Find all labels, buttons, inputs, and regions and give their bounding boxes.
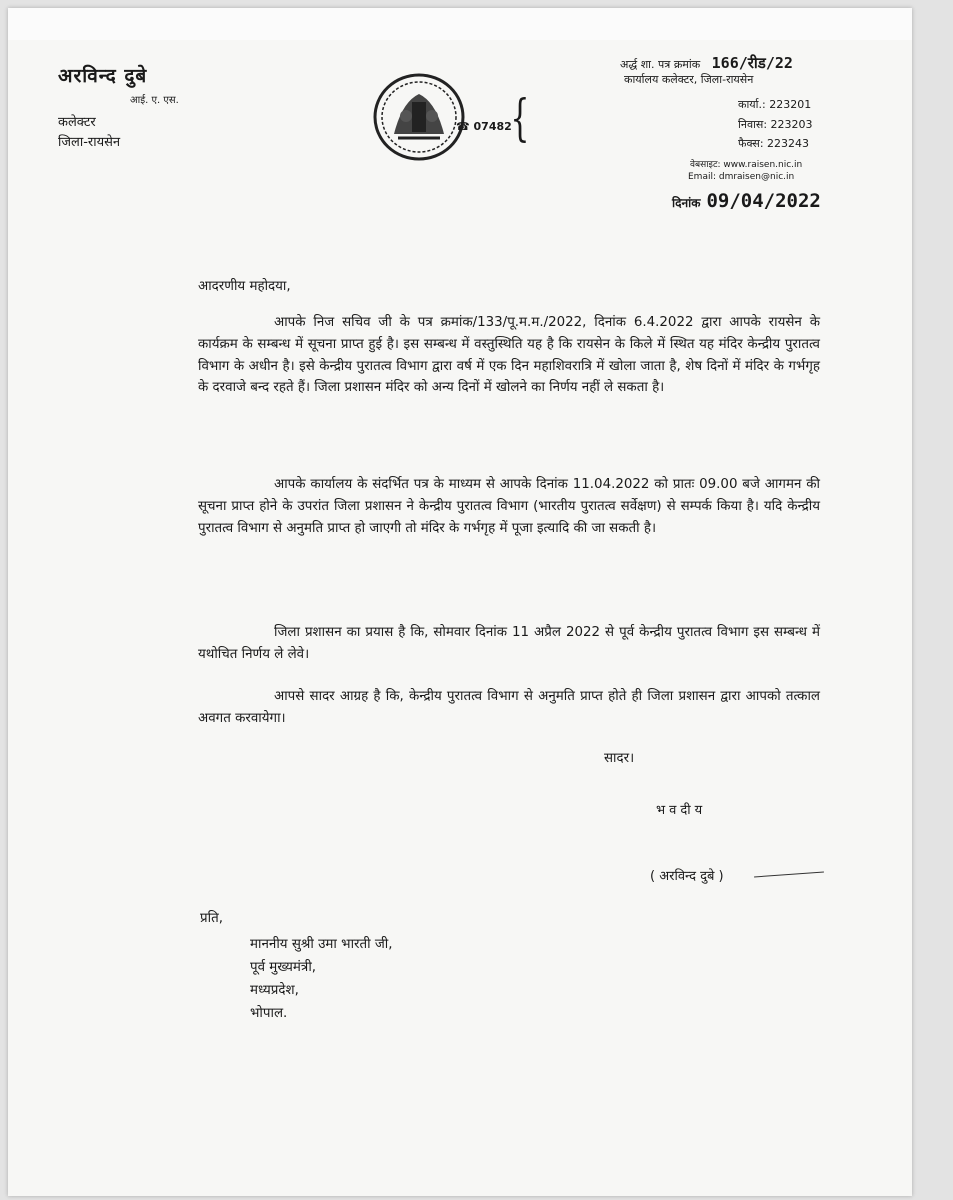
paragraph-3: जिला प्रशासन का प्रयास है कि, सोमवार दिनांक 11 अप्रैल 2022 से पूर्व केन्द्रीय पुरातत्व विभाग इस सम्बन्ध में यथोचित निर्णय ले लेवे। — [198, 625, 820, 662]
sender-qualification: आई. ए. एस. — [130, 95, 179, 106]
phone-residence: निवास: 223203 — [738, 118, 813, 131]
state-emblem-icon — [372, 72, 467, 162]
email: Email: dmraisen@nic.in — [688, 172, 795, 182]
salutation: आदरणीय महोदया, — [198, 279, 291, 294]
paragraph-2: आपके कार्यालय के संदर्भित पत्र के माध्यम से आपके दिनांक 11.04.2022 को प्रातः 09.00 बजे आगमन की सूचना प्राप्त होने के उपरांत जिला प्रशासन ने केन्द्रीय पुरातत्व विभाग (भारतीय पुरातत्व सर्वेक्षण) से सम्पर्क किया है। यदि केन्द्रीय पुरातत्व विभाग से अनुमति प्राप्त हो जाएगी तो मंदिर के गर्भगृह में पूजा इत्यादि की जा सकती है। — [198, 477, 820, 536]
recipient-line-1: माननीय सुश्री उमा भारती जी, — [250, 937, 393, 952]
letter-paper — [8, 8, 912, 1196]
sender-district: जिला-रायसेन — [58, 135, 121, 150]
phone-fax: फैक्स: 223243 — [738, 137, 810, 150]
recipient-line-4: भोपाल. — [250, 1006, 288, 1021]
website: वेबसाइट: www.raisen.nic.in — [690, 160, 803, 170]
date-value: 09/04/2022 — [706, 190, 821, 212]
closing: सादर। — [604, 751, 635, 766]
reference-line — [620, 53, 793, 73]
sender-designation: कलेक्टर — [58, 115, 96, 130]
paragraph-4: आपसे सादर आग्रह है कि, केन्द्रीय पुरातत्व विभाग से अनुमति प्राप्त होते ही जिला प्रशासन द्वारा आपको तत्काल अवगत करवायेगा। — [198, 689, 820, 726]
signature: ( अरविन्द दुबे ) — [650, 869, 724, 884]
paragraph-1: आपके निज सचिव जी के पत्र क्रमांक/133/पू.म.म./2022, दिनांक 6.4.2022 द्वारा आपके रायसेन के कार्यक्रम के सम्बन्ध में सूचना प्राप्त हुई है। इस सम्बन्ध में वस्तुस्थिति यह है कि रायसेन के किले में स्थित यह मंदिर केन्द्रीय पुरातत्व विभाग के अधीन है। इसे केन्द्रीय पुरातत्व विभाग द्वारा वर्ष में एक दिन महाशिवरात्रि में खोला जाता है, शेष दिनों में मंदिर के गर्भगृह के दरवाजे बन्द रहते हैं। जिला प्रशासन मंदिर को अन्य दिनों में खोलने का निर्णय नहीं ले सकता है। — [198, 315, 820, 396]
std-code: ☎ 07482 — [456, 120, 512, 133]
office-address: कार्यालय कलेक्टर, जिला-रायसेन — [624, 73, 754, 86]
sender-name: अरविन्द दुबे — [58, 65, 148, 87]
reference-label: अर्द्ध शा. पत्र क्रमांक — [620, 58, 701, 71]
phone-office: कार्या.: 223201 — [738, 98, 812, 111]
recipient-label: प्रति, — [200, 911, 223, 926]
paper-top-strip — [8, 8, 912, 40]
recipient-line-2: पूर्व मुख्यमंत्री, — [250, 960, 317, 975]
brace-glyph: { — [510, 89, 530, 147]
reference-number: 166/रीड/22 — [711, 54, 793, 72]
recipient-line-3: मध्यप्रदेश, — [250, 983, 299, 998]
date-line — [672, 190, 821, 212]
date-label: दिनांक — [672, 196, 701, 210]
yours-faithfully: भवदीय — [656, 803, 707, 818]
